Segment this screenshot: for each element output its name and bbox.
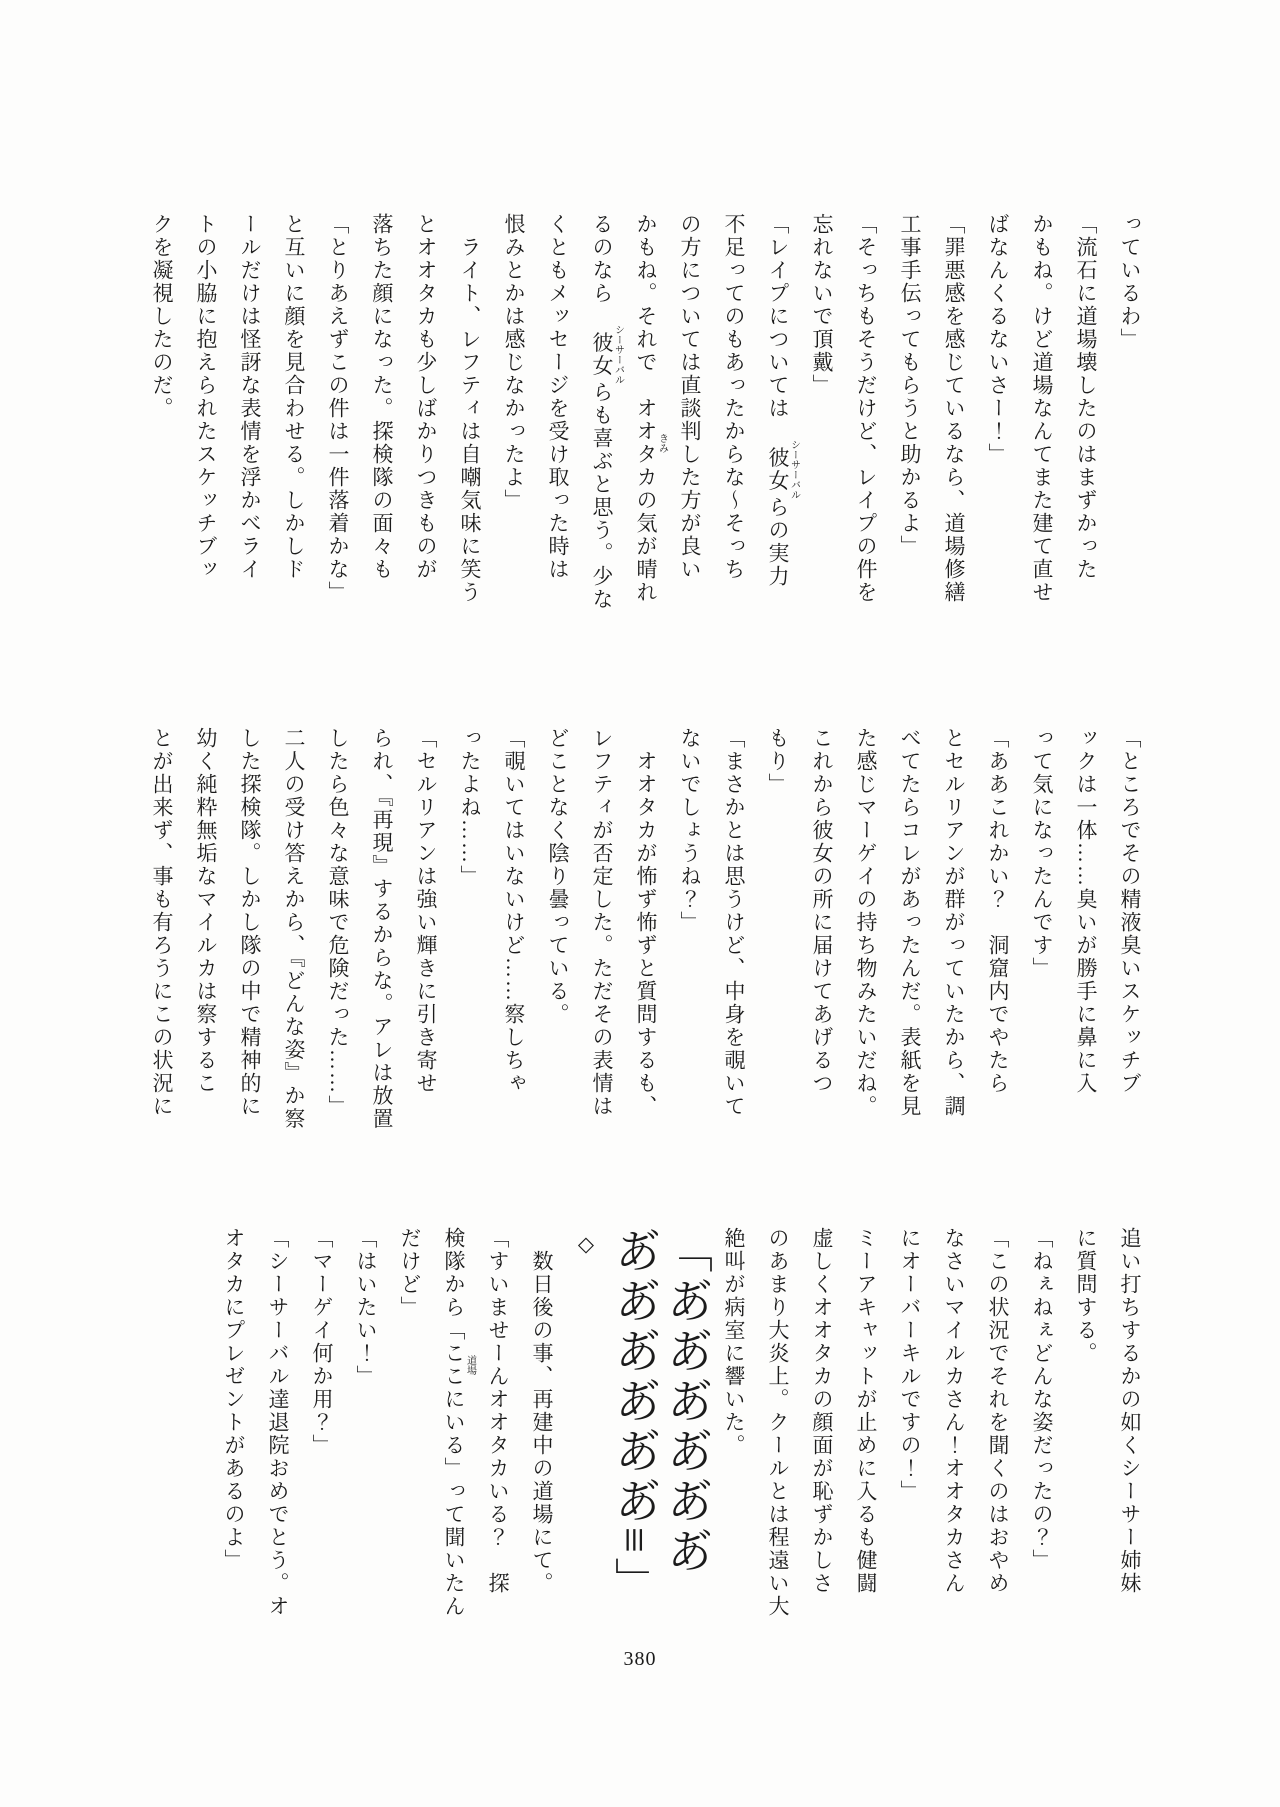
text-line: ないでしょうね？」 [678, 727, 702, 934]
text-line: 不足ってのもあったからな〜そっち [722, 213, 746, 581]
text-line: にオーバーキルですの！」 [898, 1227, 922, 1503]
text-line: なさいマイルカさん！オオタカさん [942, 1227, 966, 1595]
text-line: 忘れないで頂戴」 [810, 213, 834, 397]
text-line: 「罪悪感を感じているなら、道場修繕 [942, 213, 966, 604]
text-line: べてたらコレがあったんだ。表紙を見 [898, 727, 922, 1118]
text-line: したら色々な意味で危険だった……」 [326, 727, 350, 1118]
text-line: 「そっちもそうだけど、レイプの件を [854, 213, 878, 604]
text-line: っているわ」 [1118, 213, 1142, 351]
text-line: られ、『再現』するからな。アレは放置 [370, 727, 394, 1131]
text-line: ックは一体……臭いが勝手に鼻に入 [1074, 727, 1098, 1095]
text-line: あ゙あ゙あ゙あ゙あ゙あ゙≡」 [609, 1227, 660, 1607]
text-line: かもね。それで オオタカきみの気が晴れ [634, 213, 668, 604]
text-line: 恨みとかは感じなかったよ」 [502, 213, 526, 512]
text-line: オタカにプレゼントがあるのよ」 [222, 1227, 246, 1572]
text-line: 二人の受け答えから、『どんな姿』か察 [282, 727, 306, 1131]
text-line: 「シーサーバル達退院おめでとう。オ [266, 1227, 290, 1618]
text-line: ミーアキャットが止めに入るも健闘 [854, 1227, 878, 1595]
text-line: 「とりあえずこの件は一件落着かな」 [326, 213, 350, 604]
text-line: 「この状況でそれを聞くのはおやめ [986, 1227, 1010, 1595]
text-line: とセルリアンが群がっていたから、調 [942, 727, 966, 1118]
text-line: レフティが否定した。ただその表情は [590, 727, 614, 1118]
text-line: 「ねぇねぇどんな姿だったの？」 [1030, 1227, 1054, 1572]
ruby-annotated-text: 彼女シーサーバル [590, 324, 624, 385]
text-line: 「レイプについては 彼女シーサーバルらの実力 [766, 213, 800, 588]
text-line: 「すいませーんオオタカいる？ 探 [486, 1227, 510, 1595]
text-line: 追い打ちするかの如くシーサー姉妹 [1118, 1227, 1142, 1595]
text-line: 「マーゲイ何か用？」 [310, 1227, 334, 1457]
text-line: 「あ゙あ゙あ゙あ゙あ゙あ゙ [661, 1227, 712, 1577]
text-line: 工事手伝ってもらうと助かるよ」 [898, 213, 922, 558]
text-line: 絶叫が病室に響いた。 [722, 1227, 746, 1457]
text-band-1 [140, 213, 1152, 615]
text-line: に質問する。 [1074, 1227, 1098, 1365]
text-line: トの小脇に抱えられたスケッチブッ [194, 213, 218, 581]
text-line: とオオタカも少しばかりつきものが [414, 213, 438, 581]
text-band-2 [140, 727, 1152, 1129]
text-line: の方については直談判した方が良い [678, 213, 702, 581]
text-line: 「覗いてはいないけど……察しちゃ [502, 727, 526, 1095]
section-divider-diamond: ◇ [574, 1232, 598, 1258]
text-line: とが出来ず、事も有ろうにこの状況に [150, 727, 174, 1118]
text-band-3 [212, 1227, 1152, 1631]
text-line: 幼く純粋無垢なマイルカは察するこ [194, 727, 218, 1095]
text-line: ばなんくるないさー！」 [986, 213, 1010, 466]
text-line: 検隊から「ここ道場にいる」って聞いたん [442, 1227, 476, 1618]
text-line: 「はいたい！」 [354, 1227, 378, 1388]
text-line: かもね。けど道場なんてまた建て直せ [1030, 213, 1054, 604]
text-line: るのなら 彼女シーサーバルらも喜ぶと思う。少な [590, 213, 624, 611]
text-line: した探検隊。しかし隊の中で精神的に [238, 727, 262, 1118]
text-line: 「ところでその精液臭いスケッチブ [1118, 727, 1142, 1095]
text-line: だけど」 [398, 1227, 422, 1319]
text-line: 「ああこれかい？ 洞窟内でやたら [986, 727, 1010, 1095]
text-line: 数日後の事、再建中の道場にて。 [530, 1250, 554, 1595]
ruby-annotated-text: 彼女シーサーバル [766, 439, 800, 500]
text-line: クを凝視したのだ。 [150, 213, 174, 420]
text-line: 「セルリアンは強い輝きに引き寄せ [414, 727, 438, 1095]
page-number: 380 [623, 1648, 657, 1670]
ruby-annotated-text: オオタカきみ [634, 397, 668, 489]
text-line: オオタカが怖ず怖ずと質問するも、 [634, 750, 658, 1118]
text-line: 虚しくオオタカの顔面が恥ずかしさ [810, 1227, 834, 1595]
ruby-annotated-text: ここ道場 [442, 1342, 476, 1388]
text-line: これから彼女の所に届けてあげるつ [810, 727, 834, 1095]
text-line: 「流石に道場壊したのはまずかった [1074, 213, 1098, 581]
text-line: のあまり大炎上。クールとは程遠い大 [766, 1227, 790, 1618]
text-line: ールだけは怪訝な表情を浮かべライ [238, 213, 262, 581]
text-line: ったよね……」 [458, 727, 482, 888]
text-line: と互いに顔を見合わせる。しかしド [282, 213, 306, 581]
text-line: くともメッセージを受け取った時は [546, 213, 570, 581]
text-line: ライト、レフティは自嘲気味に笑う [458, 236, 482, 604]
text-line: 落ちた顔になった。探検隊の面々も [370, 213, 394, 581]
text-line: って気になったんです」 [1030, 727, 1054, 980]
text-line: 「まさかとは思うけど、中身を覗いて [722, 727, 746, 1118]
text-line: た感じマーゲイの持ち物みたいだね。 [854, 727, 878, 1118]
text-line: もり」 [766, 727, 790, 796]
text-line: どことなく陰り曇っている。 [546, 727, 570, 1026]
